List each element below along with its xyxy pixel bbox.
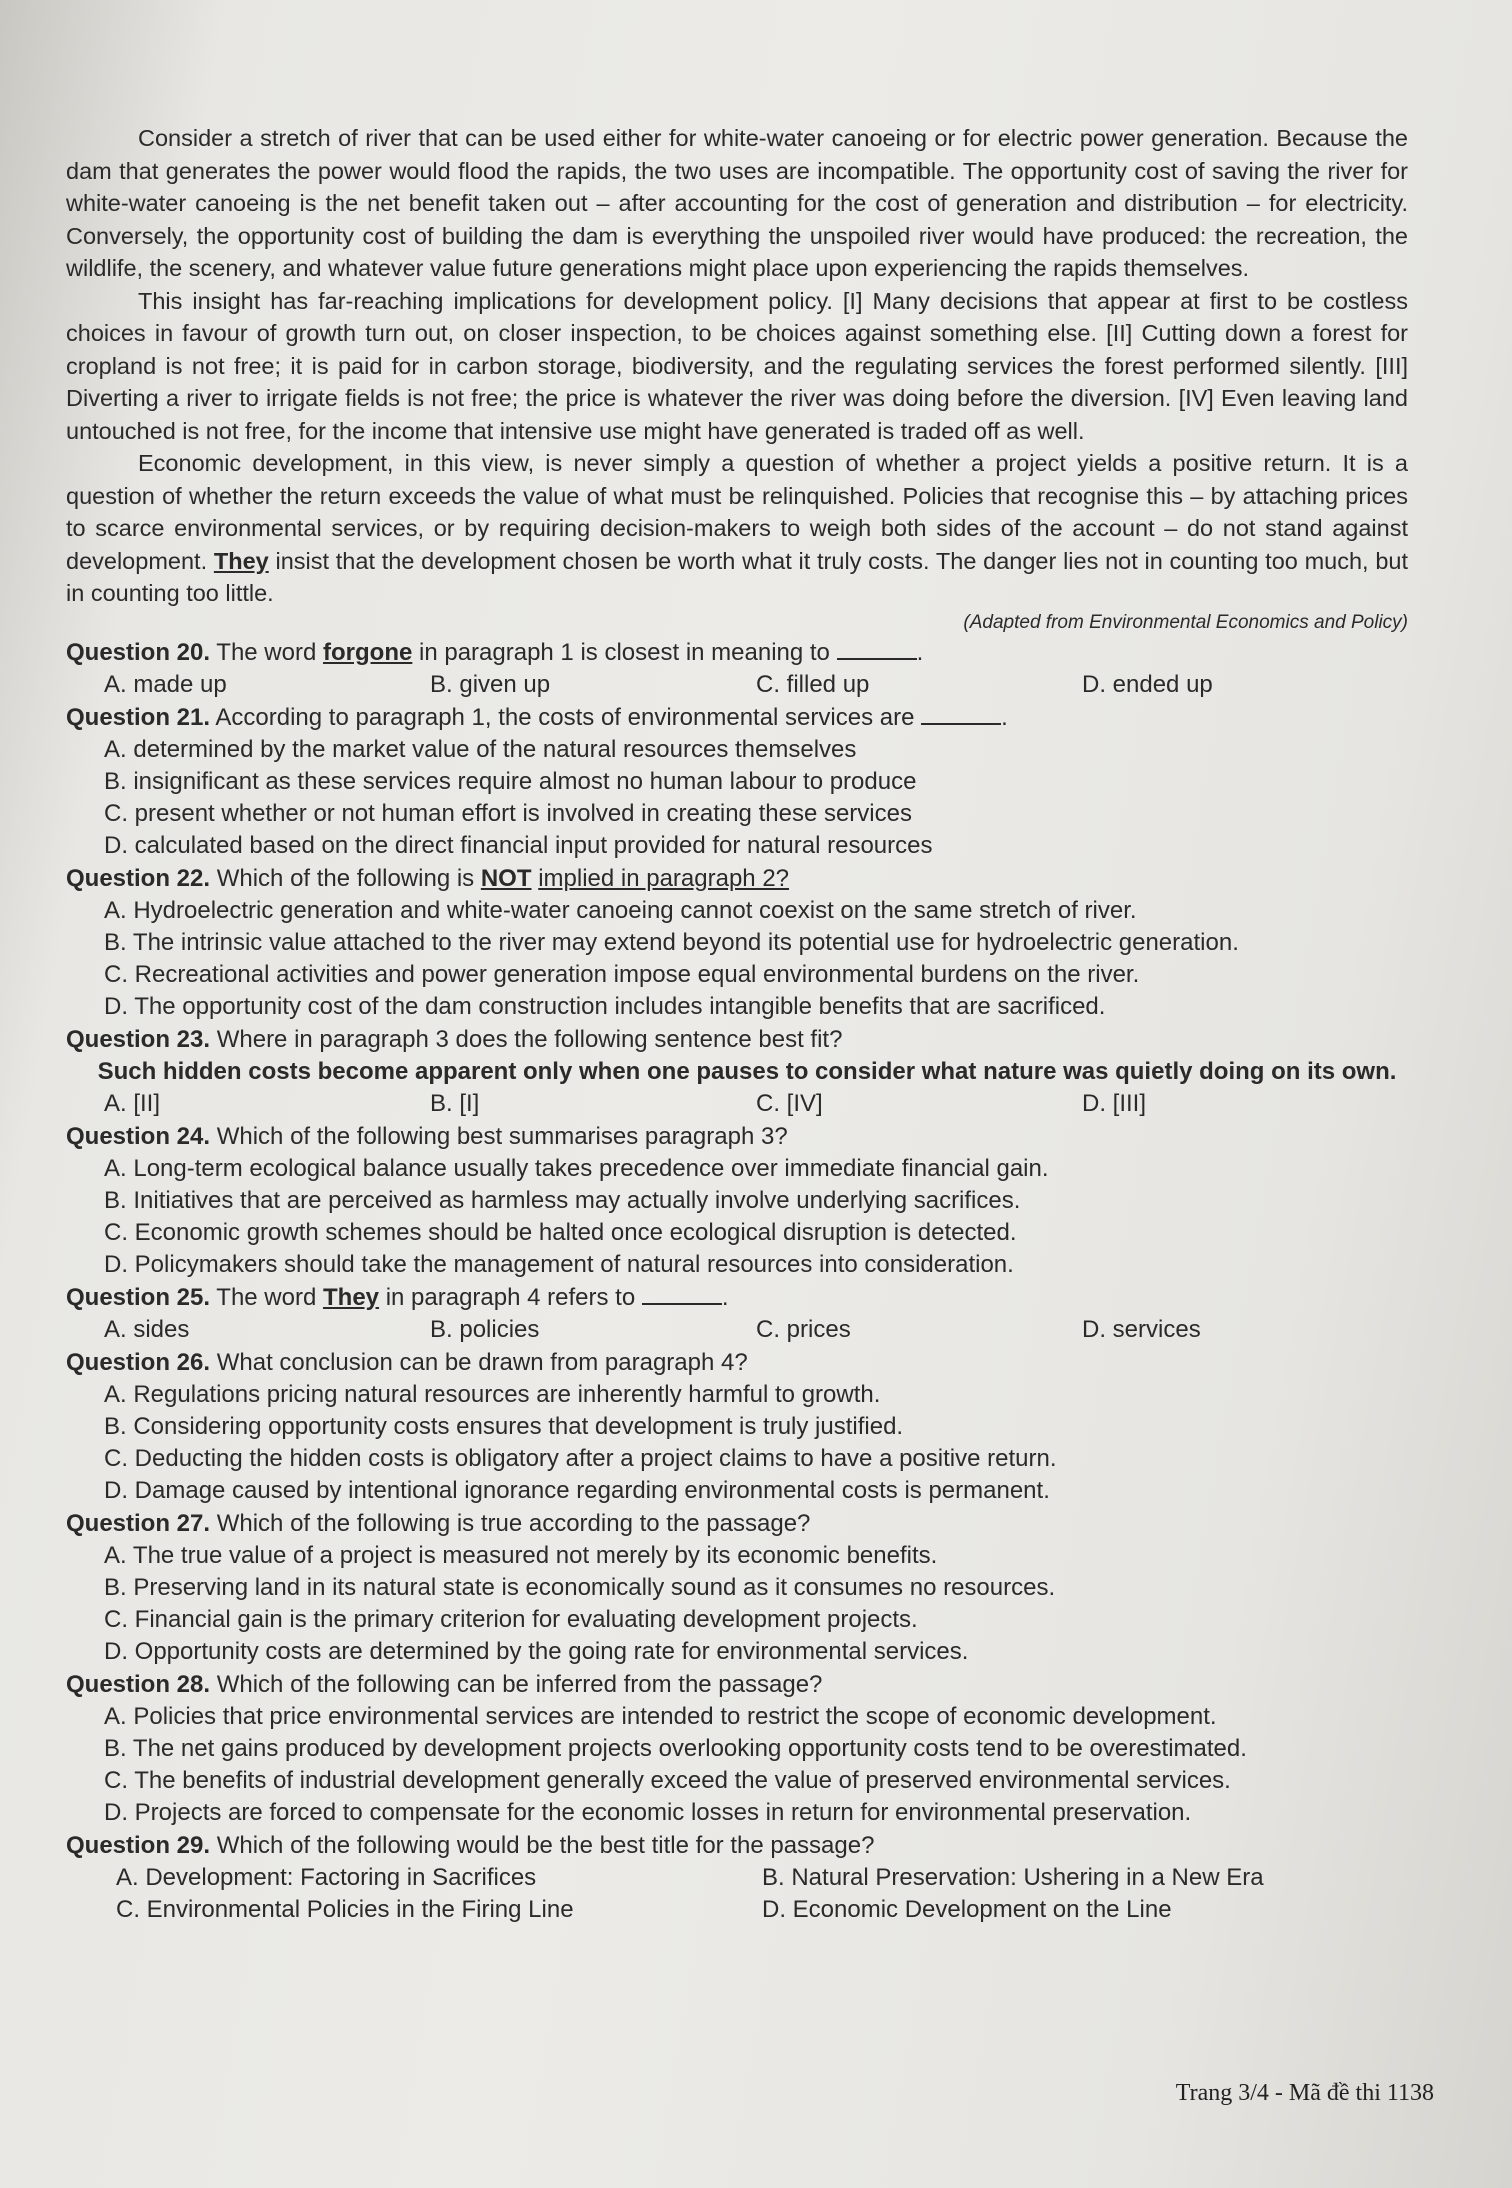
question-27-stem <box>66 1507 1408 1540</box>
option-d[interactable]: D. Policymakers should take the management of natural resources into consideration. <box>104 1250 1014 1278</box>
question-number: Question 20. <box>66 638 211 666</box>
question-text: What conclusion can be drawn from paragraph 4? <box>216 1348 748 1376</box>
option-d[interactable]: D. Damage caused by intentional ignorance regarding environmental costs is permanent. <box>104 1476 1050 1504</box>
question-text: Which of the following can be inferred from the passage? <box>216 1670 823 1698</box>
question-21 <box>66 701 1408 862</box>
question-23-stem <box>66 1023 1408 1056</box>
option-a[interactable]: A. The true value of a project is measured not merely by its economic benefits. <box>104 1541 938 1569</box>
option-b[interactable]: B. [I] <box>430 1089 480 1117</box>
question-28-stem <box>66 1668 1408 1701</box>
question-number: Question 25. <box>66 1283 211 1311</box>
option-b[interactable]: B. given up <box>430 670 551 698</box>
question-21-options <box>66 734 1408 862</box>
question-text: Where in paragraph 3 does the following sentence best fit? <box>216 1025 843 1053</box>
option-b[interactable]: B. policies <box>430 1315 540 1343</box>
question-20-stem: Question 20. The word forgone in paragraph 1 is closest in meaning to . <box>66 638 924 666</box>
question-number: Question 28. <box>66 1670 211 1698</box>
question-25-options <box>66 1314 1408 1346</box>
question-22-options <box>66 895 1408 1023</box>
question-text: Which of the following would be the best title for the passage? <box>216 1831 875 1859</box>
option-b[interactable]: B. Natural Preservation: Ushering in a New Era <box>762 1863 1264 1891</box>
question-text: implied in paragraph 2? <box>538 864 790 892</box>
question-number: Question 21. <box>66 703 211 731</box>
option-c[interactable]: C. Economic growth schemes should be halted once ecological disruption is detected. <box>104 1218 1017 1246</box>
answer-blank <box>837 658 917 660</box>
option-a[interactable]: A. sides <box>104 1315 190 1343</box>
option-d[interactable]: D. Projects are forced to compensate for the economic losses in return for environmental preservation. <box>104 1798 1192 1826</box>
question-number: Question 23. <box>66 1025 211 1053</box>
option-a[interactable]: A. determined by the market value of the natural resources themselves <box>104 735 857 763</box>
passage-paragraph-1: Consider a stretch of river that can be used either for white-water canoeing or for electric power generation. Because the dam that generates the power would flood the rapids, the two uses are incompatible. The opportunity cost of saving the river for white-water canoeing is the net benefit taken out – after accounting for the cost of generation and distribution – for electricity. Conversely, the opportunity cost of building the dam is everything the unspoiled river would have produced: the recreation, the wildlife, the scenery, and whatever value future generations might place upon experiencing the rapids themselves. <box>66 125 1408 281</box>
option-d[interactable]: D. Economic Development on the Line <box>762 1895 1172 1923</box>
question-number: Question 24. <box>66 1122 211 1150</box>
question-20 <box>66 636 1408 701</box>
question-27 <box>66 1507 1408 1668</box>
option-c[interactable]: C. Financial gain is the primary criterion for evaluating development projects. <box>104 1605 918 1633</box>
option-b[interactable]: B. Preserving land in its natural state is economically sound as it consumes no resources. <box>104 1573 1056 1601</box>
option-d[interactable]: D. ended up <box>1082 670 1213 698</box>
option-c[interactable]: C. [IV] <box>756 1089 823 1117</box>
question-number: Question 27. <box>66 1509 211 1537</box>
option-b[interactable]: B. insignificant as these services require almost no human labour to produce <box>104 767 917 795</box>
question-number: Question 22. <box>66 864 211 892</box>
option-d[interactable]: D. services <box>1082 1315 1201 1343</box>
question-28-options <box>66 1701 1408 1829</box>
option-d[interactable]: D. Opportunity costs are determined by the going rate for environmental services. <box>104 1637 969 1665</box>
keyword-not: NOT <box>480 864 532 892</box>
option-d[interactable]: D. calculated based on the direct financial input provided for natural resources <box>104 831 933 859</box>
question-21-stem: Question 21. According to paragraph 1, the costs of environmental services are . <box>66 703 1008 731</box>
option-a[interactable]: A. Development: Factoring in Sacrifices <box>116 1863 537 1891</box>
question-20-options <box>66 669 1408 701</box>
question-22-stem <box>66 862 1408 895</box>
option-d[interactable]: D. The opportunity cost of the dam construction includes intangible benefits that are sacrificed. <box>104 992 1106 1020</box>
option-c[interactable]: C. prices <box>756 1315 851 1343</box>
option-c[interactable]: C. Environmental Policies in the Firing Line <box>116 1895 574 1923</box>
question-text: in paragraph 1 is closest in meaning to <box>419 638 830 666</box>
question-28 <box>66 1668 1408 1829</box>
question-number: Question 29. <box>66 1831 211 1859</box>
question-23-options <box>66 1088 1408 1120</box>
option-c[interactable]: C. Deducting the hidden costs is obligatory after a project claims to have a positive return. <box>104 1444 1057 1472</box>
question-text: The word <box>216 1283 317 1311</box>
page-footer: Trang 3/4 - Mã đề thi 1138 <box>1175 2080 1434 2106</box>
answer-blank <box>921 723 1001 725</box>
option-c[interactable]: C. Recreational activities and power generation impose equal environmental burdens on the river. <box>104 960 1140 988</box>
option-c[interactable]: C. present whether or not human effort is involved in creating these services <box>104 799 912 827</box>
question-29-options-row-1 <box>66 1862 1408 1894</box>
passage-word-they: They <box>213 547 269 574</box>
question-text: Which of the following best summarises paragraph 3? <box>216 1122 788 1150</box>
question-text: in paragraph 4 refers to <box>385 1283 636 1311</box>
keyword-they: They <box>323 1283 380 1311</box>
option-c[interactable]: C. filled up <box>756 670 870 698</box>
question-25 <box>66 1281 1408 1346</box>
option-b[interactable]: B. Considering opportunity costs ensures that development is truly justified. <box>104 1412 904 1440</box>
passage-paragraph-2: This insight has far-reaching implications for development policy. [I] Many decisions that appear at first to be costless choices in favour of growth turn out, on closer inspection, to be choices against something else. [II] Cutting down a forest for cropland is not free; it is paid for in carbon storage, biodiversity, and the regulating services the forest performed silently. [III] Diverting a river to irrigate fields is not free; the price is whatever the river was doing before the diversion. [IV] Even leaving land untouched is not free, for the income that intensive use might have generated is traded off as well. <box>66 287 1408 444</box>
option-a[interactable]: A. made up <box>104 670 227 698</box>
option-a[interactable]: A. Long-term ecological balance usually takes precedence over immediate financial gain. <box>104 1154 1049 1182</box>
question-24-options <box>66 1153 1408 1281</box>
question-text: The word <box>216 638 317 666</box>
option-c[interactable]: C. The benefits of industrial development generally exceed the value of preserved environmental services. <box>104 1766 1231 1794</box>
option-a[interactable]: A. Policies that price environmental services are intended to restrict the scope of economic development. <box>104 1702 1217 1730</box>
question-26-options <box>66 1379 1408 1507</box>
question-number: Question 26. <box>66 1348 211 1376</box>
question-23 <box>66 1023 1408 1120</box>
question-29-stem <box>66 1829 1408 1862</box>
question-text: Which of the following is <box>216 864 475 892</box>
question-29 <box>66 1829 1408 1926</box>
passage-paragraph-3-part-b: insist that the development chosen be worth what it truly costs. The danger lies not in counting too much, but in counting too little. <box>66 547 1409 606</box>
question-26 <box>66 1346 1408 1507</box>
question-26-stem <box>66 1346 1408 1379</box>
passage-paragraph-3-part-a: Economic development, in this view, is never simply a question of whether a project yields a positive return. It is a question of whether the return exceeds the value of what must be relinquished. Policies that recognise this – by attaching prices to scarce environmental services, or by requiring decision-makers to weigh both sides of the account – do not stand against development. <box>66 450 1408 574</box>
question-24 <box>66 1120 1408 1281</box>
option-b[interactable]: B. The intrinsic value attached to the river may extend beyond its potential use for hydroelectric generation. <box>104 928 1239 956</box>
question-22 <box>66 862 1408 1023</box>
answer-blank <box>642 1303 722 1305</box>
option-b[interactable]: B. Initiatives that are perceived as harmless may actually involve underlying sacrifices. <box>104 1186 1021 1214</box>
option-a[interactable]: A. Regulations pricing natural resources are inherently harmful to growth. <box>104 1380 881 1408</box>
question-text: Which of the following is true according to the passage? <box>216 1509 811 1537</box>
passage-source: (Adapted from Environmental Economics and Policy) <box>963 611 1408 633</box>
option-a[interactable]: A. [II] <box>104 1089 161 1117</box>
question-27-options <box>66 1540 1408 1668</box>
option-a[interactable]: A. Hydroelectric generation and white-water canoeing cannot coexist on the same stretch of river. <box>104 896 1137 924</box>
inserted-sentence: Such hidden costs become apparent only when one pauses to consider what nature was quietly doing on its own. <box>97 1057 1397 1085</box>
option-b[interactable]: B. The net gains produced by development projects overlooking opportunity costs tend to be overestimated. <box>104 1734 1247 1762</box>
option-d[interactable]: D. [III] <box>1082 1089 1147 1117</box>
question-text: According to paragraph 1, the costs of environmental services are <box>215 703 915 731</box>
question-24-stem <box>66 1120 1408 1153</box>
passage-paragraph-3 <box>66 447 1408 610</box>
question-29-options-row-2 <box>66 1894 1408 1926</box>
keyword-forgone: forgone <box>323 638 413 666</box>
question-25-stem: Question 25. The word They in paragraph 4 refers to . <box>66 1283 729 1311</box>
